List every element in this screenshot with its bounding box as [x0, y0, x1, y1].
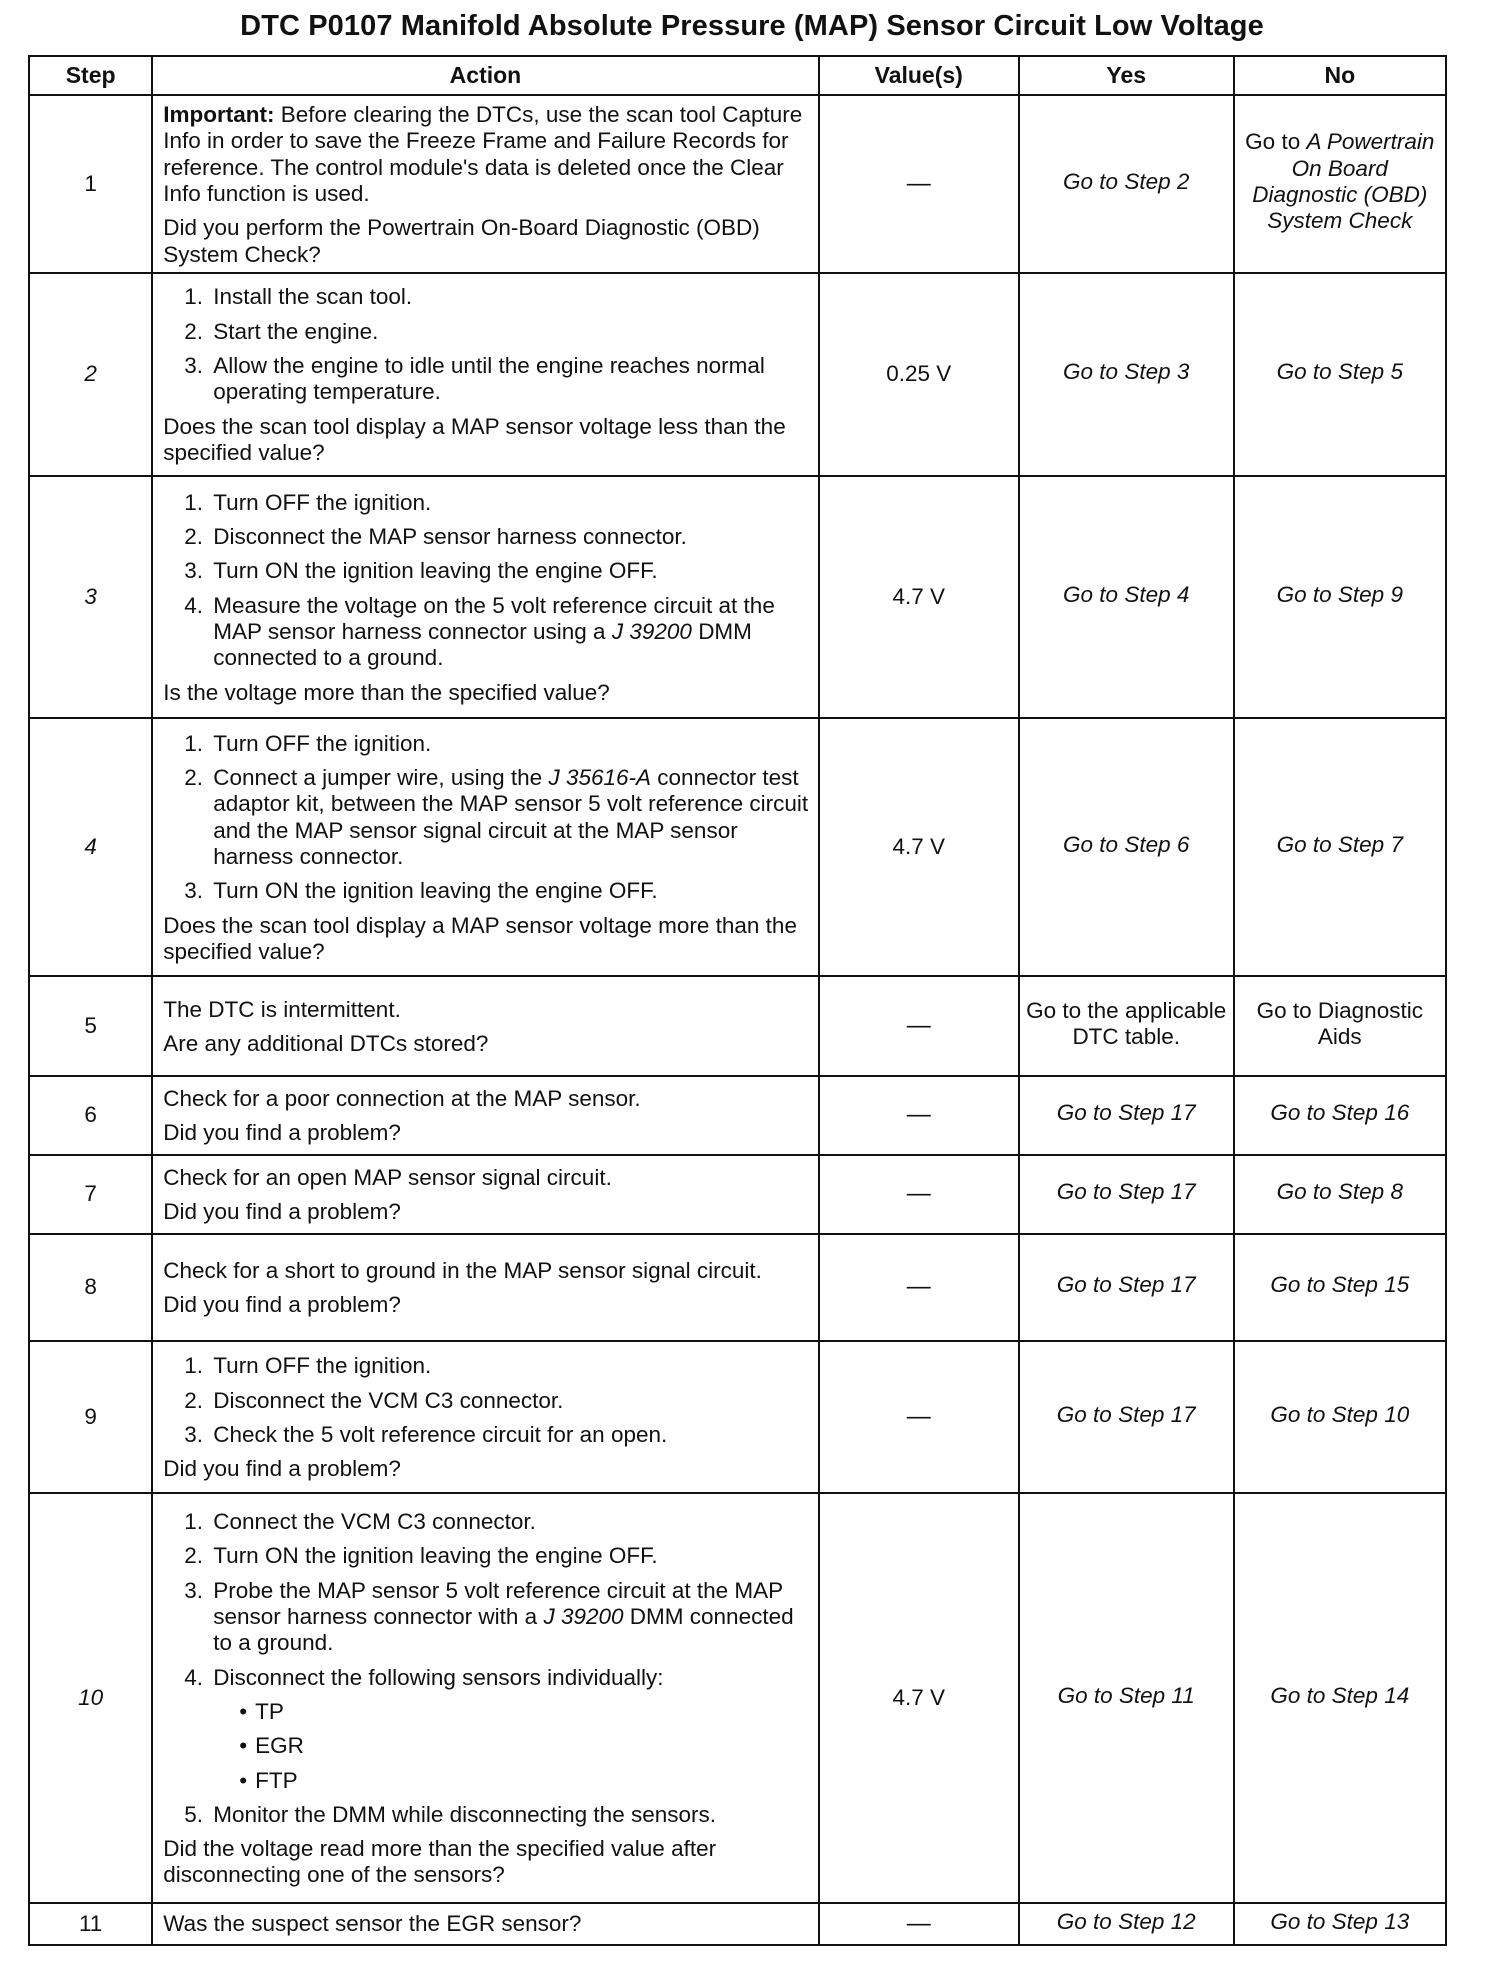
- value-cell: 0.25 V: [819, 273, 1019, 476]
- no-cell: Go to Step 15: [1234, 1234, 1446, 1341]
- step-number: 6: [29, 1076, 152, 1155]
- no-cell: Go to Diagnostic Aids: [1234, 976, 1446, 1076]
- table-row: [29, 95, 1446, 273]
- question: Did you find a problem?: [163, 1456, 401, 1482]
- table-row: [29, 476, 1446, 718]
- table-row: [29, 273, 1446, 476]
- step-number: 7: [29, 1155, 152, 1234]
- action-item: 5. Monitor the DMM while disconnecting the sensors.: [209, 1802, 808, 1828]
- yes-cell: Go to Step 17: [1019, 1234, 1234, 1341]
- question: Does the scan tool display a MAP sensor voltage more than the specified value?: [163, 912, 797, 964]
- action-text: Check for an open MAP sensor signal circuit.: [163, 1165, 612, 1191]
- action-cell: [152, 476, 818, 718]
- table-row: [29, 976, 1446, 1076]
- no-cell: Go to Step 8: [1234, 1155, 1446, 1234]
- action-item: 2. Connect a jumper wire, using the J 35616-A connector test adaptor kit, between the MAP sensor 5 volt reference circuit and the MAP sensor signal circuit at the MAP sensor harness connector.: [209, 765, 808, 870]
- value-cell: —: [819, 976, 1019, 1076]
- important-note: [163, 102, 808, 207]
- no-cell: Go to Step 14: [1234, 1493, 1446, 1903]
- action-item: 4. Measure the voltage on the 5 volt reference circuit at the MAP sensor harness connector using a J 39200 DMM connected to a ground.: [209, 593, 808, 672]
- question: Are any additional DTCs stored?: [163, 1030, 489, 1056]
- action-cell: [152, 1234, 818, 1341]
- question: Did the voltage read more than the specified value after disconnecting one of the sensors?: [163, 1836, 717, 1888]
- action-text: Check for a short to ground in the MAP sensor signal circuit.: [163, 1258, 762, 1284]
- action-item: 1. Turn OFF the ignition.: [209, 490, 808, 516]
- step-number: 11: [29, 1903, 152, 1945]
- action-item: 2. Turn ON the ignition leaving the engine OFF.: [209, 1543, 808, 1569]
- action-item: 1. Turn OFF the ignition.: [209, 731, 808, 757]
- action-item: 1. Connect the VCM C3 connector.: [209, 1509, 808, 1535]
- sensor-list: [213, 1699, 808, 1794]
- value-cell: —: [819, 1155, 1019, 1234]
- table-row: [29, 1903, 1446, 1945]
- action-list: [163, 490, 808, 672]
- yes-cell: Go to Step 4: [1019, 476, 1234, 718]
- yes-cell: Go to Step 17: [1019, 1155, 1234, 1234]
- important-text: Before clearing the DTCs, use the scan tool Capture Info in order to save the Freeze Frame and Failure Records for reference. The control module's data is deleted once the Clear Info function is used.: [163, 102, 803, 206]
- yes-cell: Go to Step 2: [1019, 95, 1234, 273]
- question: Did you find a problem?: [163, 1199, 401, 1225]
- step-number: 5: [29, 976, 152, 1076]
- action-list: [163, 1353, 808, 1448]
- yes-cell: Go to the applicable DTC table.: [1019, 976, 1234, 1076]
- action-item: 1. Install the scan tool.: [209, 284, 808, 310]
- action-cell: [152, 1903, 818, 1945]
- value-cell: —: [819, 95, 1019, 273]
- yes-cell: Go to Step 11: [1019, 1493, 1234, 1903]
- question: Does the scan tool display a MAP sensor voltage less than the specified value?: [163, 413, 786, 465]
- action-cell: [152, 1493, 818, 1903]
- action-cell: [152, 976, 818, 1076]
- yes-cell: Go to Step 17: [1019, 1341, 1234, 1493]
- action-item: 4. Disconnect the following sensors individually: • TP • EGR • FTP: [209, 1665, 808, 1794]
- action-item: 3. Turn ON the ignition leaving the engine OFF.: [209, 878, 808, 904]
- value-cell: —: [819, 1341, 1019, 1493]
- value-cell: 4.7 V: [819, 718, 1019, 976]
- yes-cell: Go to Step 12: [1019, 1903, 1234, 1945]
- action-text: The DTC is intermittent.: [163, 996, 401, 1022]
- page-title: DTC P0107 Manifold Absolute Pressure (MAP) Sensor Circuit Low Voltage: [240, 10, 1264, 42]
- question: Did you perform the Powertrain On-Board Diagnostic (OBD) System Check?: [163, 215, 760, 267]
- value-cell: 4.7 V: [819, 476, 1019, 718]
- action-cell: [152, 718, 818, 976]
- action-item: 2. Disconnect the VCM C3 connector.: [209, 1388, 808, 1414]
- action-item: 1. Turn OFF the ignition.: [209, 1353, 808, 1379]
- important-label: Important:: [163, 102, 275, 127]
- header-no: No: [1234, 56, 1446, 95]
- action-cell: [152, 273, 818, 476]
- no-cell: Go to Step 5: [1234, 273, 1446, 476]
- table-row: [29, 718, 1446, 976]
- step-number: 8: [29, 1234, 152, 1341]
- step-number: 10: [29, 1493, 152, 1903]
- action-item: 2. Start the engine.: [209, 319, 808, 345]
- tool-name: J 39200: [611, 619, 692, 645]
- action-cell: [152, 1341, 818, 1493]
- table-row: [29, 1155, 1446, 1234]
- tool-name: J 39200: [543, 1603, 624, 1629]
- action-text: Check for a poor connection at the MAP sensor.: [163, 1086, 641, 1112]
- no-link: A Powertrain On Board Diagnostic (OBD) System Check: [1252, 129, 1435, 234]
- value-cell: —: [819, 1234, 1019, 1341]
- action-item: 2. Disconnect the MAP sensor harness connector.: [209, 524, 808, 550]
- step-number: 2: [29, 273, 152, 476]
- table-row: [29, 1341, 1446, 1493]
- header-action: Action: [152, 56, 818, 95]
- question: Is the voltage more than the specified value?: [163, 679, 610, 705]
- action-item: 3. Probe the MAP sensor 5 volt reference circuit at the MAP sensor harness connector with a J 39200 DMM connected to a ground.: [209, 1578, 808, 1657]
- no-cell: Go to Step 7: [1234, 718, 1446, 976]
- header-values: Value(s): [819, 56, 1019, 95]
- action-item: 3. Turn ON the ignition leaving the engine OFF.: [209, 558, 808, 584]
- no-cell: Go to Step 9: [1234, 476, 1446, 718]
- action-cell: [152, 95, 818, 273]
- question: Did you find a problem?: [163, 1292, 401, 1318]
- action-cell: [152, 1076, 818, 1155]
- header-yes: Yes: [1019, 56, 1234, 95]
- sensor-item: • TP: [239, 1699, 808, 1725]
- header-step: Step: [29, 56, 152, 95]
- table-row: [29, 1076, 1446, 1155]
- question: Did you find a problem?: [163, 1120, 401, 1146]
- no-cell: Go to Step 16: [1234, 1076, 1446, 1155]
- no-prefix: Go to: [1245, 129, 1301, 155]
- yes-cell: Go to Step 6: [1019, 718, 1234, 976]
- table-row: [29, 1234, 1446, 1341]
- yes-cell: Go to Step 3: [1019, 273, 1234, 476]
- question: Was the suspect sensor the EGR sensor?: [163, 1910, 582, 1936]
- sensor-item: • FTP: [239, 1768, 808, 1794]
- tool-name: J 35616-A: [548, 764, 652, 790]
- no-cell: [1234, 95, 1446, 273]
- value-cell: —: [819, 1903, 1019, 1945]
- action-list: [163, 731, 808, 905]
- diagnostic-table: [28, 55, 1447, 1946]
- no-cell: Go to Step 13: [1234, 1903, 1446, 1945]
- action-item: 3. Check the 5 volt reference circuit for an open.: [209, 1422, 808, 1448]
- action-item: 3. Allow the engine to idle until the engine reaches normal operating temperature.: [209, 353, 808, 406]
- no-cell: Go to Step 10: [1234, 1341, 1446, 1493]
- step-number: 4: [29, 718, 152, 976]
- yes-cell: Go to Step 17: [1019, 1076, 1234, 1155]
- step-number: 3: [29, 476, 152, 718]
- action-list: [163, 284, 808, 405]
- step-number: 1: [29, 95, 152, 273]
- header-row: [29, 56, 1446, 95]
- value-cell: —: [819, 1076, 1019, 1155]
- value-cell: 4.7 V: [819, 1493, 1019, 1903]
- sensor-item: • EGR: [239, 1733, 808, 1759]
- step-number: 9: [29, 1341, 152, 1493]
- action-cell: [152, 1155, 818, 1234]
- action-list: [163, 1509, 808, 1828]
- table-row: [29, 1493, 1446, 1903]
